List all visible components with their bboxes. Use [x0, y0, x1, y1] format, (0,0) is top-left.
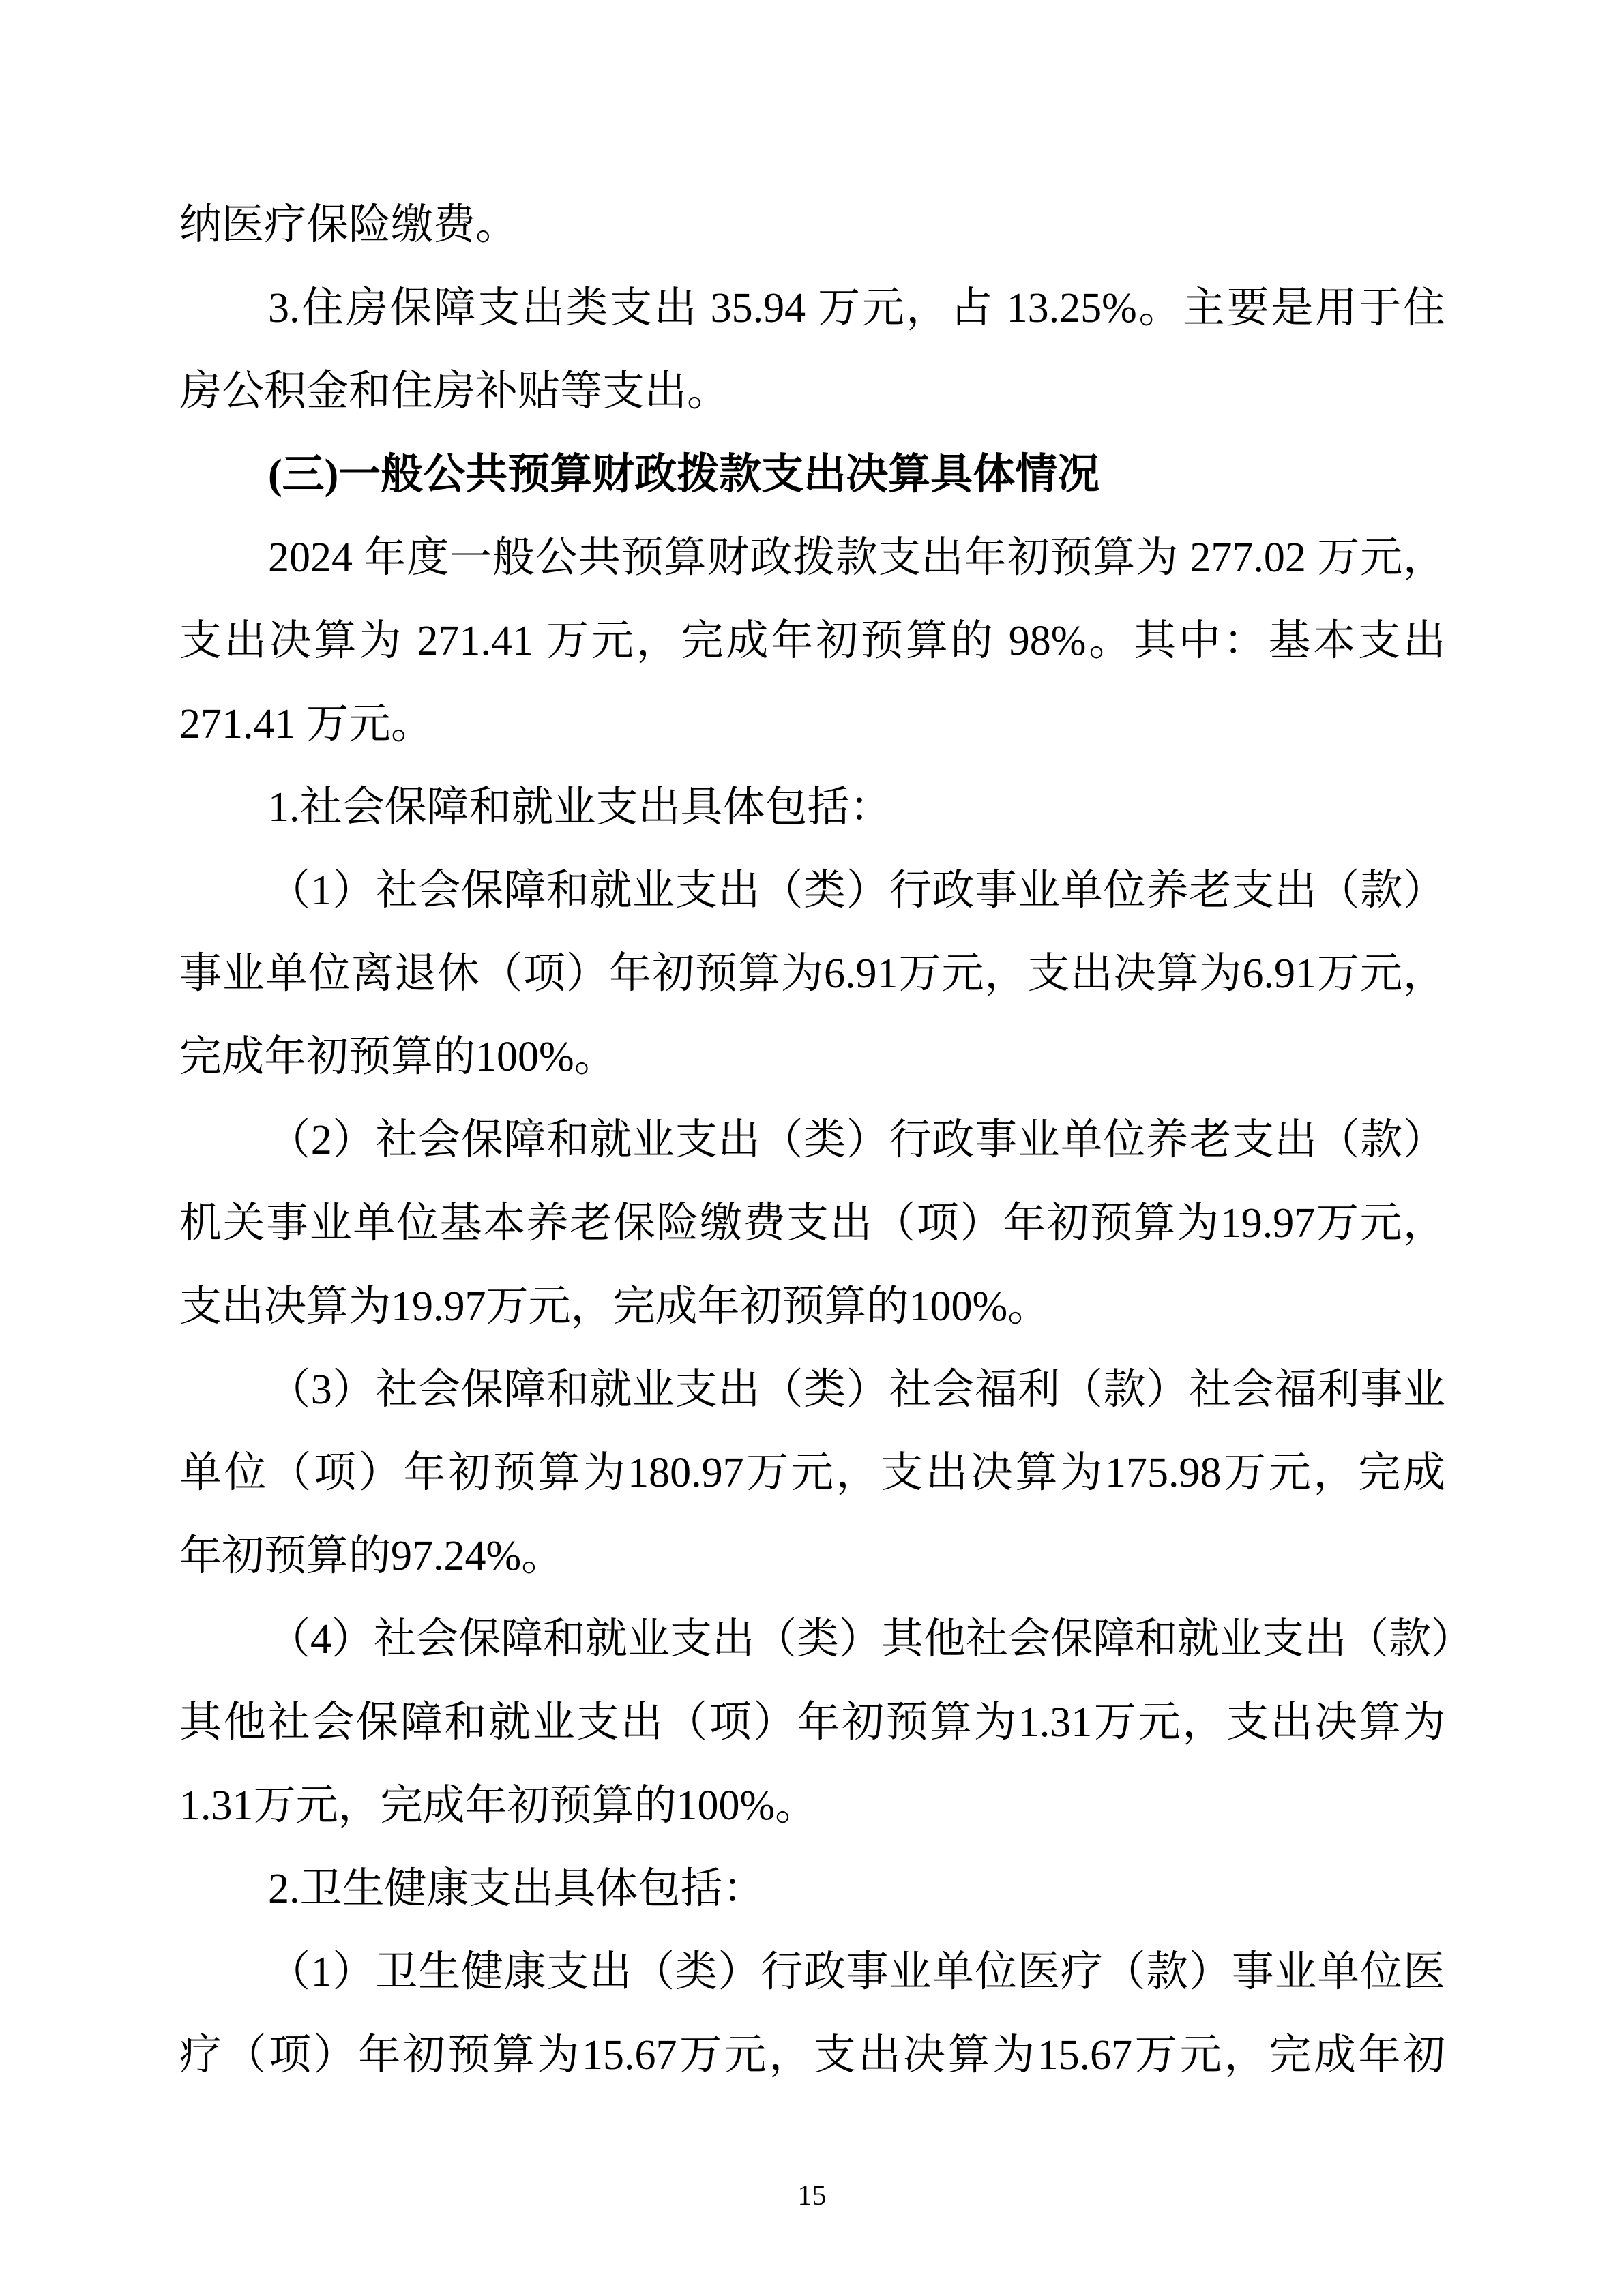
text-line: （3）社会保障和就业支出（类）社会福利（款）社会福利事业 [268, 1367, 1445, 1413]
text-line: (三)一般公共预算财政拨款支出决算具体情况 [268, 451, 1100, 498]
text-line: （4）社会保障和就业支出（类）其他社会保障和就业支出（款） [268, 1616, 1474, 1663]
text-line: 2.卫生健康支出具体包括： [268, 1866, 765, 1912]
text-line: 1.社会保障和就业支出具体包括： [268, 784, 892, 831]
text-line: 1.31万元，完成年初预算的100%。 [179, 1783, 818, 1829]
text-line: 单位（项）年初预算为180.97万元，支出决算为175.98万元，完成 [179, 1450, 1445, 1496]
text-line: 其他社会保障和就业支出（项）年初预算为1.31万元，支出决算为 [179, 1699, 1445, 1746]
text-line: 事业单位离退休（项）年初预算为6.91万元，支出决算为6.91万元， [179, 951, 1445, 997]
text-line: 纳医疗保险缴费。 [179, 202, 518, 248]
text-line: 3.住房保障支出类支出 35.94 万元，占 13.25%。主要是用于住 [268, 285, 1445, 331]
text-line: 完成年初预算的100%。 [179, 1034, 617, 1080]
text-line: 房公积金和住房补贴等支出。 [179, 368, 730, 415]
text-line: 疗（项）年初预算为15.67万元，支出决算为15.67万元，完成年初 [179, 2032, 1445, 2078]
text-block [179, 183, 1474, 2097]
text-line: （2）社会保障和就业支出（类）行政事业单位养老支出（款） [268, 1117, 1445, 1163]
text-line: 机关事业单位基本养老保险缴费支出（项）年初预算为19.97万元， [179, 1200, 1445, 1247]
text-line: 支出决算为19.97万元，完成年初预算的100%。 [179, 1283, 1050, 1330]
page-number: 15 [797, 2180, 827, 2211]
text-line: （1）社会保障和就业支出（类）行政事业单位养老支出（款） [268, 867, 1445, 914]
text-line: 年初预算的97.24%。 [179, 1533, 564, 1579]
text-line: 支出决算为 271.41 万元，完成年初预算的 98%。其中：基本支出 [179, 618, 1445, 664]
text-line: 271.41 万元。 [179, 701, 434, 747]
text-line: 2024 年度一般公共预算财政拨款支出年初预算为 277.02 万元， [268, 535, 1445, 581]
text-line: （1）卫生健康支出（类）行政事业单位医疗（款）事业单位医 [268, 1949, 1445, 1995]
